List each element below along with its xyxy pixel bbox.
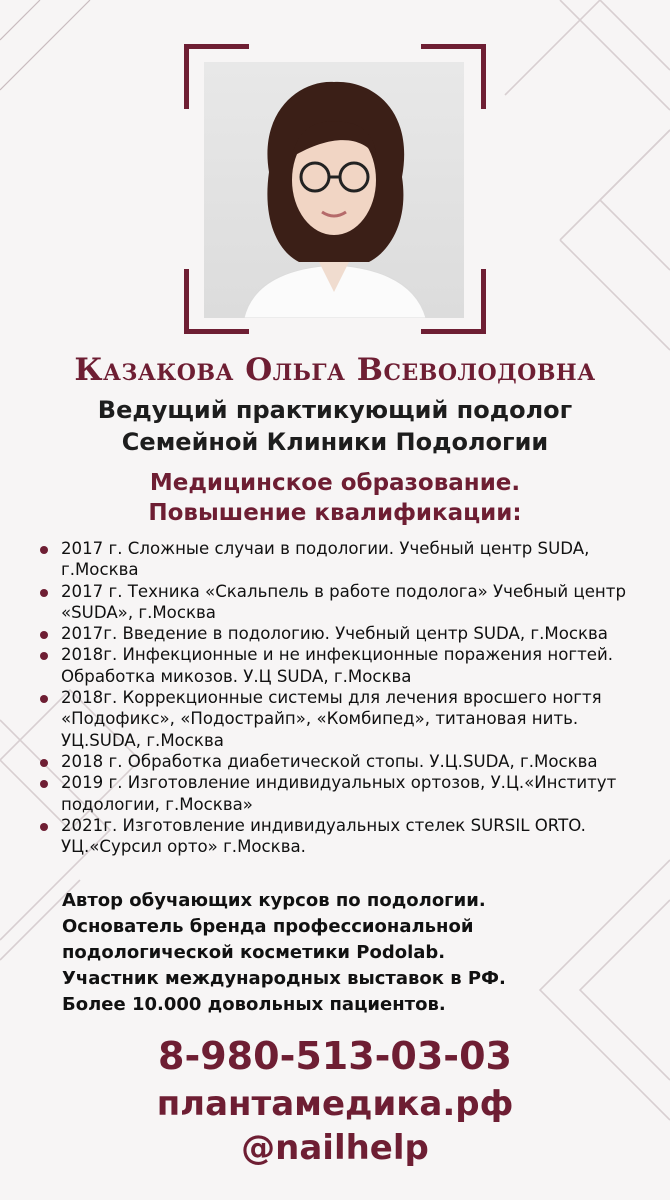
list-item: 2017г. Введение в подологию. Учебный центр SUDA, г.Москва bbox=[40, 623, 660, 644]
education-list bbox=[40, 538, 660, 857]
achievement-line: Более 10.000 довольных пациентов. bbox=[62, 994, 446, 1015]
achievements bbox=[62, 888, 652, 1018]
achievement-line: Автор обучающих курсов по подологии. bbox=[62, 890, 486, 911]
list-item: 2018 г. Обработка диабетической стопы. У.Ц.SUDA, г.Москва bbox=[40, 751, 660, 772]
list-item: 2019 г. Изготовление индивидуальных ортозов, У.Ц.«Институт подологии, г.Москва» bbox=[40, 772, 660, 815]
person-name: Казакова Ольга Всеволодовна bbox=[74, 352, 596, 388]
job-title-line2: Семейной Клиники Подологии bbox=[121, 428, 549, 456]
phone-number[interactable]: 8-980-513-03-03 bbox=[158, 1034, 512, 1078]
list-item: 2018г. Коррекционные системы для лечения вросшего ногтя «Подофикс», «Подострайп», «Комбипед», титановая нить. УЦ.SUDA, г.Москва bbox=[40, 687, 660, 751]
list-item: 2018г. Инфекционные и не инфекционные поражения ногтей. Обработка микозов. У.Ц SUDA, г.Москва bbox=[40, 644, 660, 687]
job-title-line1: Ведущий практикующий подолог bbox=[97, 396, 573, 424]
list-item: 2017 г. Техника «Скальпель в работе подолога» Учебный центр «SUDA», г.Москва bbox=[40, 581, 660, 624]
list-item: 2021г. Изготовление индивидуальных стелек SURSIL ORTO. УЦ.«Сурсил орто» г.Москва. bbox=[40, 815, 660, 858]
social-handle[interactable]: @nailhelp bbox=[241, 1128, 429, 1168]
list-item: 2017 г. Сложные случаи в подологии. Учебный центр SUDA, г.Москва bbox=[40, 538, 660, 581]
portrait-photo bbox=[204, 62, 464, 318]
achievement-line: Основатель бренда профессиональной bbox=[62, 916, 474, 937]
achievement-line: подологической косметики Podolab. bbox=[62, 942, 446, 963]
photo-frame bbox=[184, 44, 486, 334]
education-heading-line2: Повышение квалификации: bbox=[148, 500, 522, 526]
education-heading-line1: Медицинское образование. bbox=[149, 470, 521, 496]
website-link[interactable]: плантамедика.рф bbox=[156, 1084, 514, 1124]
achievement-line: Участник международных выставок в РФ. bbox=[62, 968, 506, 989]
